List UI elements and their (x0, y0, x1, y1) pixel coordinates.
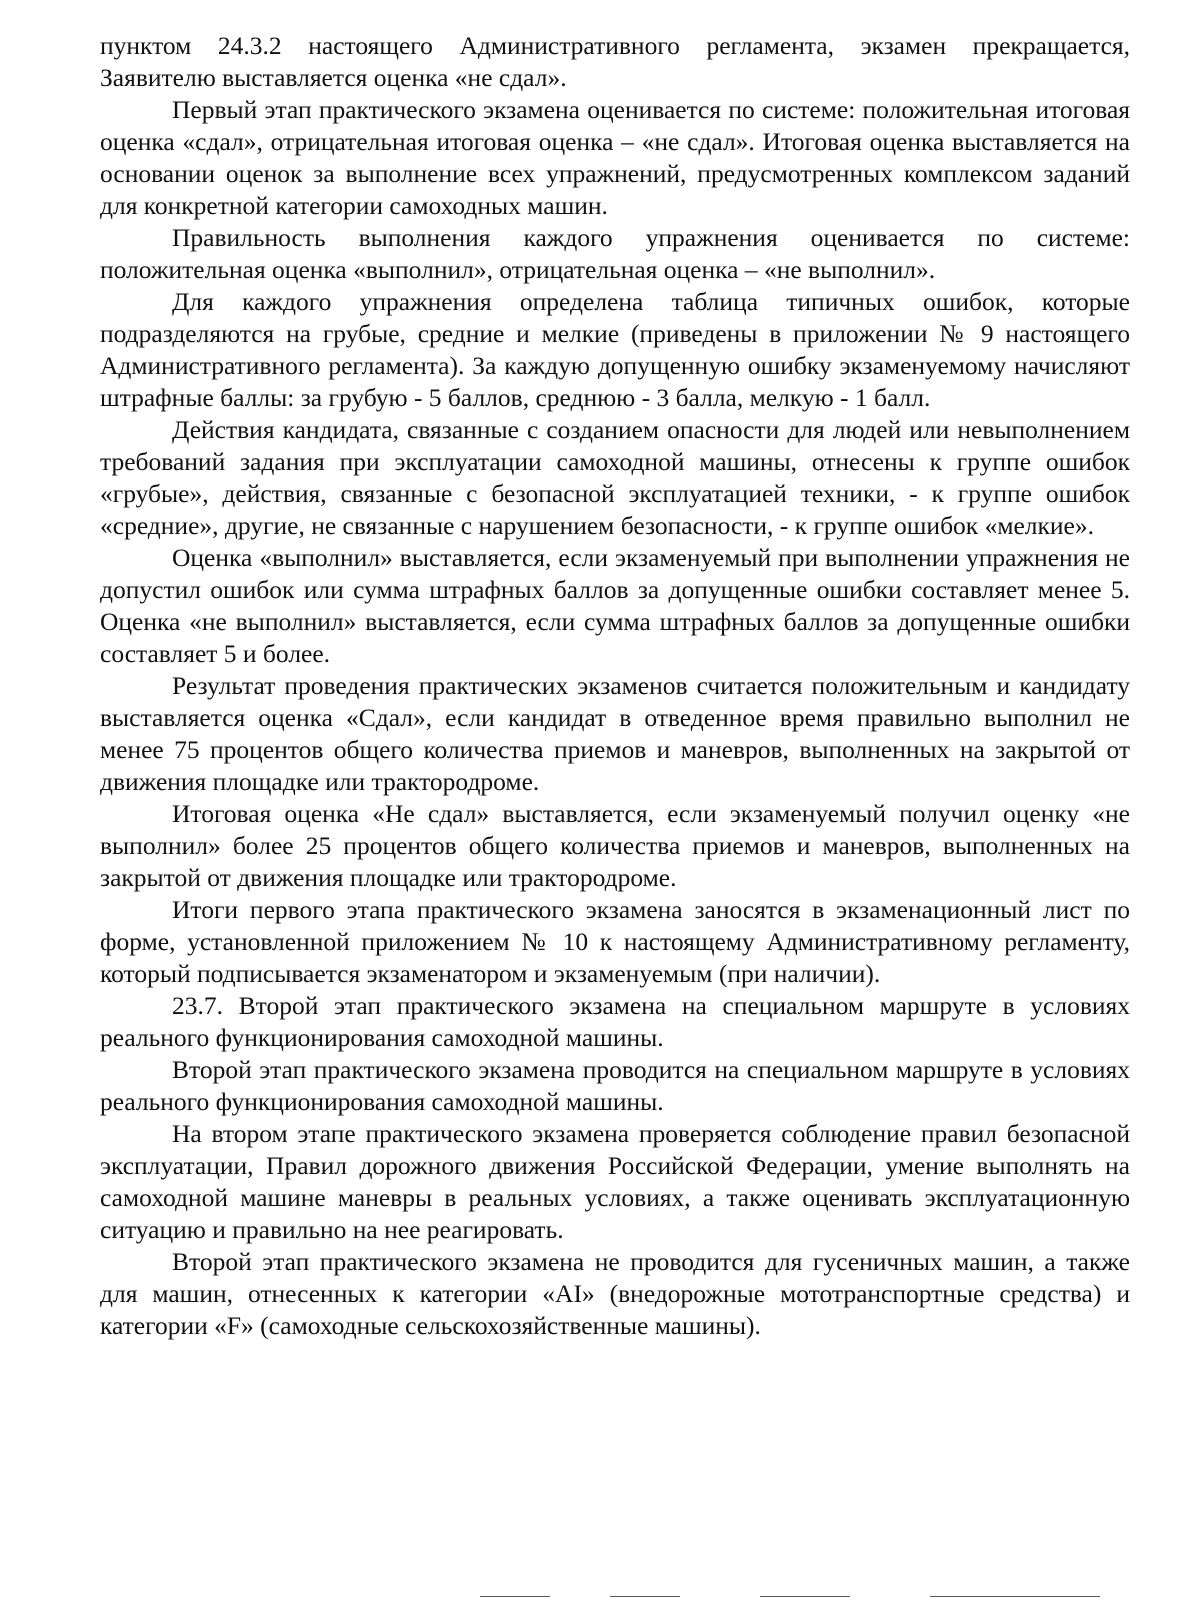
scan-line (610, 1596, 680, 1597)
scan-line (480, 1596, 550, 1597)
paragraph-second-stage-route: Второй этап практического экзамена проводится на специальном маршруте в условиях реального функционирования самоходной машины. (100, 1055, 1130, 1116)
paragraph-second-stage-exclusions: Второй этап практического экзамена не проводится для гусеничных машин, а также для машин, отнесенных к категории «AI» (внедорожные мототранспортные средства) и категории «F» (самоходные сельскохозяйственные машины). (100, 1247, 1130, 1340)
paragraph-first-stage-grading: Первый этап практического экзамена оценивается по системе: положительная итоговая оценка «сдал», отрицательная итоговая оценка – «не сдал». Итоговая оценка выставляется на основании оценок за выполнение всех упражнений, предусмотренных комплексом заданий для конкретной категории самоходных машин. (100, 95, 1130, 220)
paragraph-completed-grade: Оценка «выполнил» выставляется, если экзаменуемый при выполнении упражнения не допустил ошибок или сумма штрафных баллов за допущенные ошибки составляет менее 5. Оценка «не выполнил» выставляется, если сумма штрафных баллов за допущенные ошибки составляет 5 и более. (100, 543, 1130, 668)
paragraph-second-stage-checks: На втором этапе практического экзамена проверяется соблюдение правил безопасной эксплуатации, Правил дорожного движения Российской Федерации, умение выполнять на самоходной машине маневры в реальных условиях, а также оценивать эксплуатационную ситуацию и правильно на нее реагировать. (100, 1119, 1130, 1244)
paragraph-error-table: Для каждого упражнения определена таблица типичных ошибок, которые подразделяются на грубые, средние и мелкие (приведены в приложении № 9 настоящего Административного регламента). За каждую допущенную ошибку экзаменуемому начисляют штрафные баллы: за грубую - 5 баллов, среднюю - 3 балла, мелкую - 1 балл. (100, 287, 1130, 412)
document-page (100, 30, 1130, 1342)
paragraph-error-groups: Действия кандидата, связанные с созданием опасности для людей или невыполнением требований задания при эксплуатации самоходной машины, отнесены к группе ошибок «грубые», действия, связанные с безопасной эксплуатацией техники, - к группе ошибок «средние», другие, не связанные с нарушением безопасности, - к группе ошибок «мелкие». (100, 415, 1130, 540)
scan-line (930, 1596, 1100, 1597)
paragraph-negative-result: Итоговая оценка «Не сдал» выставляется, если экзаменуемый получил оценку «не выполнил» более 25 процентов общего количества приемов и маневров, выполненных на закрытой от движения площадке или трактородроме. (100, 799, 1130, 892)
paragraph-exercise-grading: Правильность выполнения каждого упражнения оценивается по системе: положительная оценка «выполнил», отрицательная оценка – «не выполнил». (100, 223, 1130, 284)
paragraph-section-23-7: 23.7. Второй этап практического экзамена на специальном маршруте в условиях реального функционирования самоходной машины. (100, 991, 1130, 1052)
paragraph-positive-result: Результат проведения практических экзаменов считается положительным и кандидату выставляется оценка «Сдал», если кандидат в отведенное время правильно выполнил не менее 75 процентов общего количества приемов и маневров, выполненных на закрытой от движения площадке или трактородроме. (100, 671, 1130, 796)
scan-line (760, 1596, 850, 1597)
paragraph-continuation: пунктом 24.3.2 настоящего Административного регламента, экзамен прекращается, Заявителю выставляется оценка «не сдал». (100, 31, 1130, 92)
scan-artifact-lines (0, 1596, 1200, 1602)
paragraph-exam-sheet: Итоги первого этапа практического экзамена заносятся в экзаменационный лист по форме, установленной приложением № 10 к настоящему Административному регламенту, который подписывается экзаменатором и экзаменуемым (при наличии). (100, 895, 1130, 988)
